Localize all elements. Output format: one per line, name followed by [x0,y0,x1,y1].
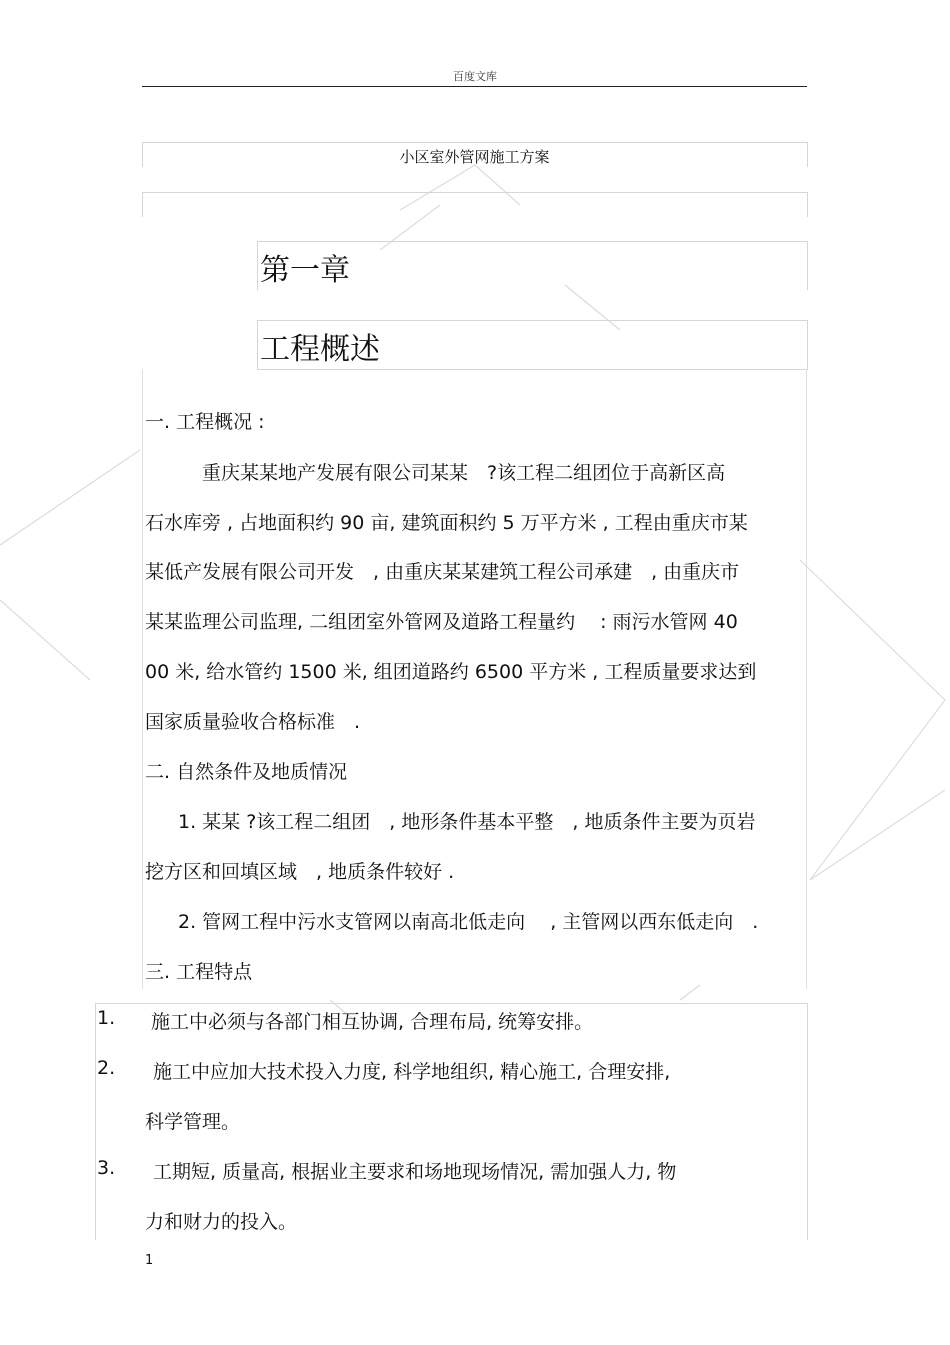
chapter-number: 第一章 [260,253,350,288]
section-2-line: 1. 某某 ?该工程二组团 , 地形条件基本平整 , 地质条件主要为页岩 [178,811,756,833]
section-1-line: 某某监理公司监理, 二组团室外管网及道路工程量约 : 雨污水管网 40 [145,611,738,633]
body-frame-left [142,369,143,989]
section-2-heading: 二. 自然条件及地质情况 [145,761,348,783]
list-item-text: 施工中应加大技术投入力度, 科学地组织, 精心施工, 合理安排, [153,1061,671,1083]
section-1-line: 00 米, 给水管约 1500 米, 组团道路约 6500 平方米 , 工程质量要求达到 [145,661,757,683]
body-frame-right [806,369,807,989]
header-site-name: 百度文库 [453,70,497,83]
blank-box [142,192,808,217]
section-2-line: 2. 管网工程中污水支管网以南高北低走向 , 主管网以西东低走向 . [178,911,759,933]
section-1-line: 重庆某某地产发展有限公司某某 ?该工程二组团位于高新区高 [202,462,726,484]
header-divider [142,86,807,87]
list-item-text: 工期短, 质量高, 根据业主要求和场地现场情况, 需加强人力, 物 [153,1161,677,1183]
list-item-text: 施工中必须与各部门相互协调, 合理布局, 统筹安排。 [151,1011,594,1033]
section-2-line: 挖方区和回填区域 , 地质条件较好 . [145,861,455,883]
chapter-name: 工程概述 [260,332,380,367]
list-number: 1. [97,1007,116,1029]
page-number: 1 [145,1253,154,1268]
list-number: 3. [97,1157,116,1179]
section-3-heading: 三. 工程特点 [145,961,253,983]
section-1-line: 某低产发展有限公司开发 , 由重庆某某建筑工程公司承建 , 由重庆市 [145,561,740,583]
document-title: 小区室外管网施工方案 [399,148,550,166]
list-number: 2. [97,1057,116,1079]
section-1-heading: 一. 工程概况 : [145,411,265,433]
section-1-line: 国家质量验收合格标准 . [145,711,361,733]
list-item-text-cont: 力和财力的投入。 [145,1211,298,1233]
list-item-text-cont: 科学管理。 [145,1111,241,1133]
section-1-line: 石水库旁 , 占地面积约 90 亩, 建筑面积约 5 万平方米 , 工程由重庆市某 [145,512,748,534]
